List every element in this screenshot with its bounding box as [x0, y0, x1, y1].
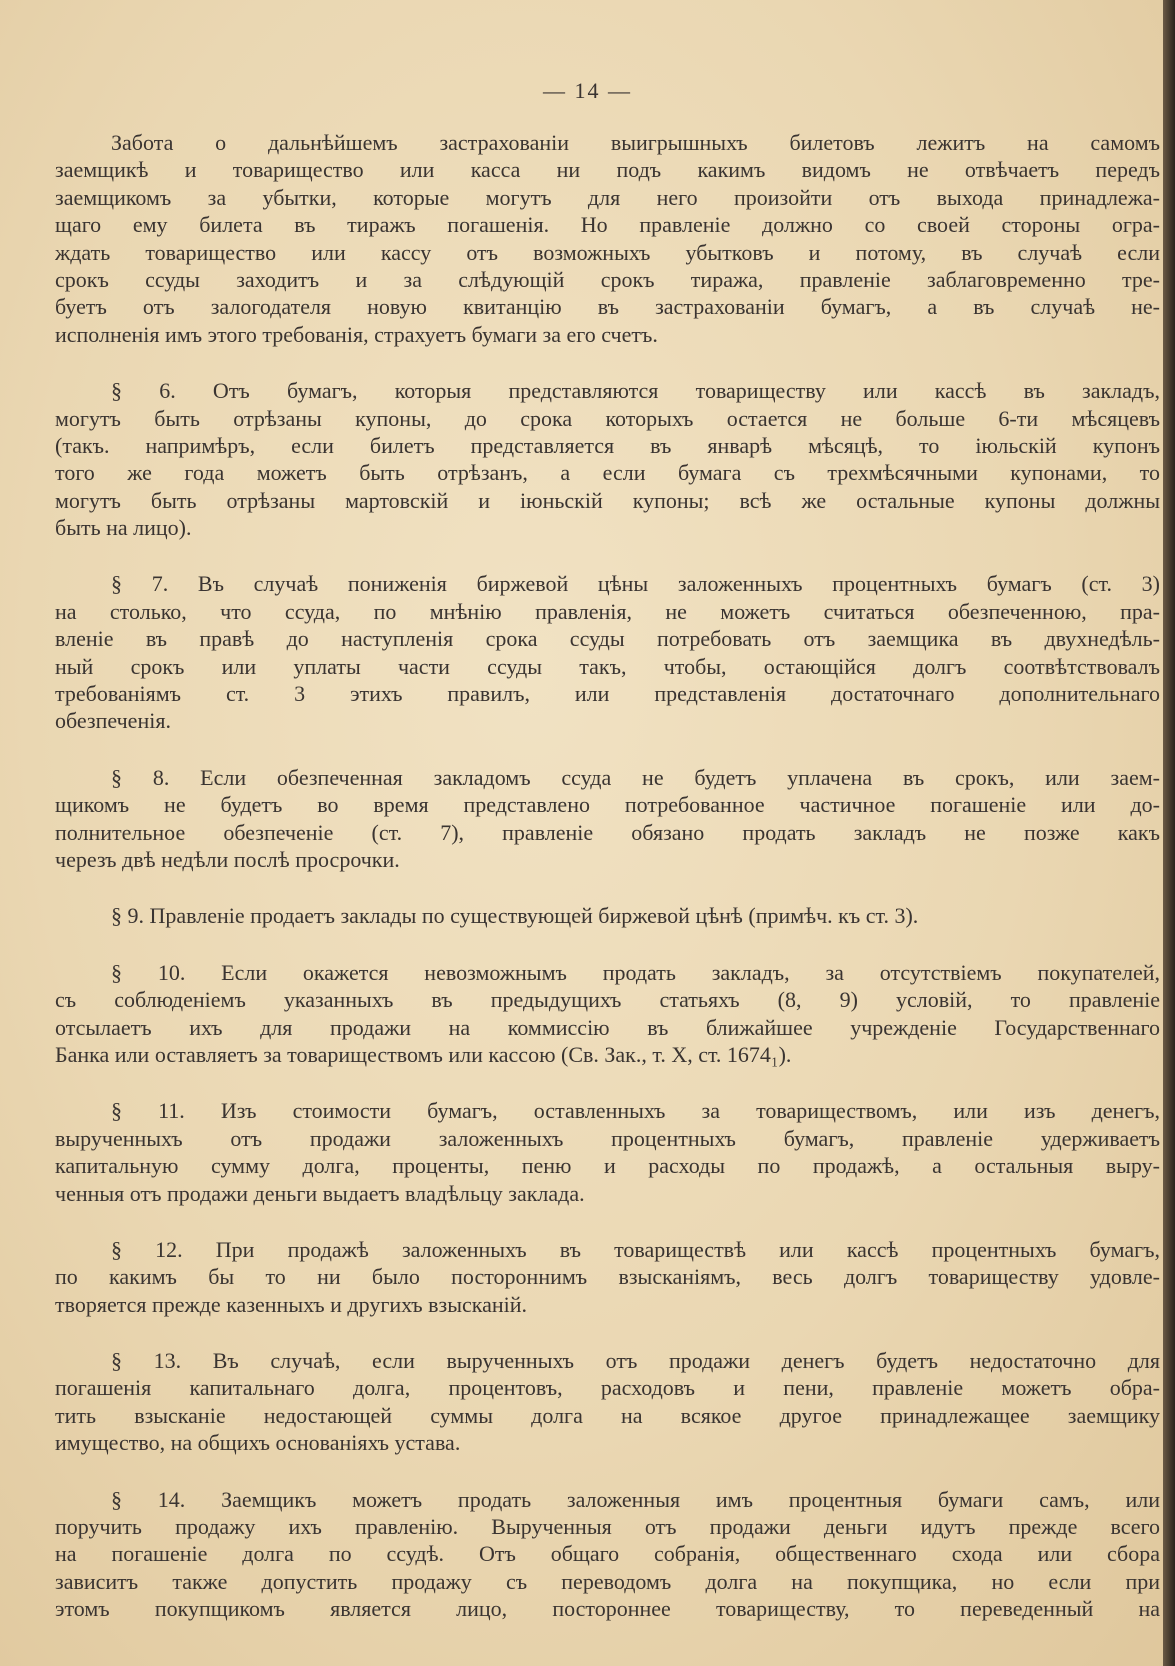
- text-line: ченныя отъ продажи деньги выдаетъ владѣльцу заклада.: [55, 1180, 585, 1206]
- text-line: исполненiя имъ этого требованiя, страхуетъ бумаги за его счетъ.: [55, 321, 658, 347]
- text-line: погашенiя капитальнаго долга, процентовъ, расходовъ и пени, правленiе можетъ обра-: [55, 1375, 1160, 1401]
- paragraph: [55, 902, 1160, 929]
- text-line: § 14. Заемщикъ можетъ продать заложенныя имъ процентныя бумаги самъ, или: [111, 1486, 1160, 1512]
- text-line: срокъ ссуды заходитъ и за слѣдующiй срокъ тиража, правленiе заблаговременно тре-: [55, 266, 1160, 292]
- text-line: съ соблюденiемъ указанныхъ въ предыдущихъ статьяхъ (8, 9) условiй, то правленiе: [55, 987, 1160, 1013]
- text-line: творяется прежде казенныхъ и другихъ взысканiй.: [55, 1291, 528, 1317]
- text-line: обезпеченiя.: [55, 708, 171, 734]
- text-line: § 11. Изъ стоимости бумагъ, оставленныхъ за товариществомъ, или изъ денегъ,: [111, 1098, 1160, 1124]
- text-line: черезъ двѣ недѣли послѣ просрочки.: [55, 846, 400, 872]
- text-line: § 6. Отъ бумагъ, которыя представляются товариществу или кассѣ въ закладъ,: [111, 378, 1160, 404]
- text-line: вырученныхъ отъ продажи заложенныхъ процентныхъ бумагъ, правленiе удерживаетъ: [55, 1125, 1160, 1151]
- text-line: тить взысканiе недостающей суммы долга на всякое другое принадлежащее заемщику: [55, 1402, 1160, 1428]
- paragraph: [55, 570, 1160, 734]
- paragraph: [55, 1236, 1160, 1318]
- text-line: имущество, на общихъ основанiяхъ устава.: [55, 1430, 461, 1456]
- text-line: капитальную сумму долга, проценты, пеню и расходы по продажѣ, а остальныя выру-: [55, 1153, 1160, 1179]
- text-line: § 12. При продажѣ заложенныхъ въ товариществѣ или кассѣ процентныхъ бумагъ,: [111, 1236, 1160, 1262]
- text-line: § 8. Если обезпеченная закладомъ ссуда не будетъ уплачена въ срокъ, или заем-: [111, 764, 1160, 790]
- text-line: щикомъ не будетъ во время представлено потребованное частичное погашенiе или до-: [55, 792, 1160, 818]
- book-spine-shadow: [1163, 0, 1175, 1666]
- text-line: поручить продажу ихъ правленiю. Вырученныя отъ продажи деньги идутъ прежде всего: [55, 1514, 1160, 1540]
- text-line: ный срокъ или уплаты части ссуды такъ, чтобы, остающiйся долгъ соотвѣтствовалъ: [55, 653, 1160, 679]
- paragraph: [55, 1097, 1160, 1207]
- paragraph: [55, 764, 1160, 874]
- text-line: могутъ быть отрѣзаны мартовскiй и iюньскiй купоны; всѣ же остальные купоны должны: [55, 487, 1160, 513]
- text-line: (такъ. напримѣръ, если билетъ представляется въ январѣ мѣсяцѣ, то iюльскiй купонъ: [55, 432, 1160, 458]
- paragraph: [55, 959, 1160, 1069]
- text-line: щаго ему билета въ тиражъ погашенiя. Но правленiе должно со своей стороны огра-: [55, 212, 1160, 238]
- text-line: отсылаетъ ихъ для продажи на коммиссiю въ ближайшее учрежденiе Государственнаго: [55, 1014, 1160, 1040]
- text-line: § 10. Если окажется невозможнымъ продать закладъ, за отсутствiемъ покупателей,: [111, 959, 1160, 985]
- text-line: вленiе въ правѣ до наступленiя срока ссуды потребовать отъ заемщика въ двухнедѣль-: [55, 626, 1160, 652]
- page-number: — 14 —: [543, 78, 632, 103]
- text-line: § 13. Въ случаѣ, если вырученныхъ отъ продажи денегъ будетъ недостаточно для: [111, 1348, 1160, 1374]
- text-line: ждать товарищество или кассу отъ возможныхъ убытковъ и потому, въ случаѣ если: [55, 239, 1160, 265]
- text-line: § 7. Въ случаѣ пониженiя биржевой цѣны заложенныхъ процентныхъ бумагъ (ст. 3): [111, 571, 1160, 597]
- text-line: Забота о дальнѣйшемъ застрахованiи выигрышныхъ билетовъ лежитъ на самомъ: [111, 130, 1160, 155]
- text-line: § 9. Правленiе продаетъ заклады по существующей биржевой цѣнѣ (примѣч. къ ст. 3).: [111, 903, 919, 929]
- text-line: этомъ покупщикомъ является лицо, постороннее товариществу, то переведенный на: [55, 1596, 1160, 1622]
- paragraph: [55, 1347, 1160, 1457]
- text-line: на погашенiе долга по ссудѣ. Отъ общаго собранiя, общественнаго схода или сбора: [55, 1541, 1160, 1567]
- text-line: того же года можетъ быть отрѣзанъ, а если бумага съ трехмѣсячными купонами, то: [55, 460, 1160, 486]
- text-line: быть на лицо).: [55, 515, 192, 541]
- text-line: Банка или оставляетъ за товариществомъ или кассою (Св. Зак., т. X, ст. 1674₁).: [55, 1041, 792, 1067]
- text-line: по какимъ бы то ни было постороннимъ взысканiямъ, весь долгъ товариществу удовле-: [55, 1264, 1160, 1290]
- text-line: могутъ быть отрѣзаны купоны, до срока которыхъ остается не больше 6-ти мѣсяцевъ: [55, 405, 1160, 431]
- text-line: буетъ отъ залогодателя новую квитанцiю въ застрахованiи бумагъ, а въ случаѣ не-: [55, 294, 1160, 320]
- text-line: заемщикѣ и товарищество или касса ни подъ какимъ видомъ не отвѣчаетъ передъ: [55, 157, 1160, 183]
- text-line: полнительное обезпеченiе (ст. 7), правленiе обязано продать закладъ не позже какъ: [55, 819, 1160, 845]
- text-line: зависитъ также допустить продажу съ переводомъ долга на покупщика, но если при: [55, 1568, 1160, 1594]
- text-line: на столько, что ссуда, по мнѣнiю правленiя, не можетъ считаться обезпеченною, пра-: [55, 598, 1160, 624]
- paragraph: [55, 1486, 1160, 1623]
- paragraph: [55, 129, 1160, 348]
- paragraph: [55, 377, 1160, 541]
- text-line: требованiямъ ст. 3 этихъ правилъ, или представленiя достаточнаго дополнительнаго: [55, 681, 1160, 707]
- page-body: [55, 129, 1160, 1652]
- text-line: заемщикомъ за убытки, которые могутъ для него произойти отъ выхода принадлежа-: [55, 184, 1160, 210]
